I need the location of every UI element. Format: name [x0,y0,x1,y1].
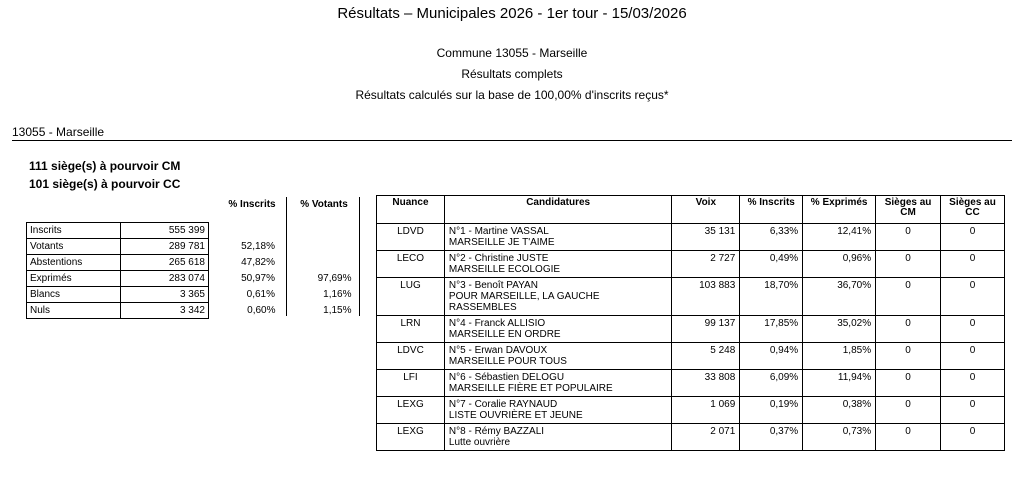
summary-table [26,222,355,319]
candidate-sieges-cc: 0 [941,278,1005,316]
candidate-row [377,316,1005,343]
candidate-sieges-cc: 0 [941,397,1005,424]
candidate-list-name: MARSEILLE FIÈRE ET POPULAIRE [448,383,613,394]
candidate-voix: 5 248 [672,343,740,370]
candidate-pct-exprimes: 36,70% [803,278,876,316]
summary-pct-inscrits: 0,60% [247,304,276,316]
summary-label: Nuls [27,303,121,319]
candidate-name: N°4 - Franck ALLISIO [448,318,546,329]
summary-label: Abstentions [27,255,121,271]
candidate-sieges-cc: 0 [941,224,1005,251]
candidate-nuance: LEXG [377,397,445,424]
summary-pct-votants [282,239,355,255]
candidate-voix: 2 727 [672,251,740,278]
candidate-row [377,343,1005,370]
candidate-candidature [444,397,672,424]
candidate-candidature [444,343,672,370]
candidate-row [377,370,1005,397]
candidate-sieges-cm: 0 [876,370,941,397]
candidate-row [377,278,1005,316]
candidate-voix: 1 069 [672,397,740,424]
calculation-basis: Résultats calculés sur la base de 100,00% d'inscrits reçus* [355,88,669,102]
candidate-pct-exprimes: 11,94% [803,370,876,397]
summary-value: 289 781 [121,239,209,255]
summary-pct-inscrits: 0,61% [246,288,275,300]
candidate-sieges-cc: 0 [941,251,1005,278]
summary-row [27,255,355,271]
candidate-sieges-cc: 0 [941,316,1005,343]
summary-label: Exprimés [27,271,121,287]
candidate-name: N°6 - Sébastien DELOGU [448,372,565,383]
summary-label: Votants [27,239,121,255]
summary-row [27,287,355,303]
candidate-row [377,224,1005,251]
candidate-nuance: LECO [377,251,445,278]
summary-value: 555 399 [121,223,209,239]
summary-row [27,303,355,319]
candidate-row [377,397,1005,424]
candidate-pct-inscrits: 0,94% [740,343,803,370]
candidate-voix: 35 131 [672,224,740,251]
summary-value: 3 365 [121,287,209,303]
summary-label: Inscrits [27,223,121,239]
candidate-sieges-cc: 0 [941,424,1005,451]
candidate-pct-inscrits: 0,37% [740,424,803,451]
header-nuance: Nuance [377,196,445,224]
candidate-list-name: MARSEILLE POUR TOUS [448,356,567,367]
summary-pct-votants [282,223,355,239]
candidate-name: N°3 - Benoît PAYAN [448,280,538,291]
summary-row [27,223,355,239]
candidate-candidature [444,316,672,343]
candidate-candidature [444,224,672,251]
candidate-voix: 103 883 [672,278,740,316]
candidate-candidature [444,251,672,278]
candidate-pct-inscrits: 6,33% [740,224,803,251]
candidate-sieges-cm: 0 [876,316,941,343]
header-candidatures: Candidatures [444,196,672,224]
candidate-row [377,424,1005,451]
candidate-list-name: MARSEILLE EN ORDRE [448,329,561,340]
candidate-pct-exprimes: 0,73% [803,424,876,451]
candidate-pct-exprimes: 35,02% [803,316,876,343]
candidate-sieges-cm: 0 [876,424,941,451]
candidate-list-name: Lutte ouvrière [448,437,511,448]
summary-divider [359,197,360,316]
candidate-list-name: POUR MARSEILLE, LA GAUCHE RASSEMBLES [448,291,600,313]
summary-pct-inscrits: 52,18% [241,240,275,252]
candidate-candidature [444,370,672,397]
candidate-sieges-cc: 0 [941,370,1005,397]
candidate-voix: 33 808 [672,370,740,397]
completeness-status: Résultats complets [461,67,563,81]
candidate-sieges-cc: 0 [941,343,1005,370]
candidate-sieges-cm: 0 [876,343,941,370]
candidate-nuance: LDVD [377,224,445,251]
summary-value: 3 342 [121,303,209,319]
candidate-candidature [444,424,672,451]
candidate-pct-inscrits: 0,49% [740,251,803,278]
candidate-voix: 2 071 [672,424,740,451]
candidate-row [377,251,1005,278]
summary-value: 283 074 [121,271,209,287]
candidate-voix: 99 137 [672,316,740,343]
summary-pct-inscrits: 50,97% [241,272,275,284]
candidate-list-name: MARSEILLE JE T'AIME [448,237,555,248]
summary-header-pct-votants: % Votants [300,199,348,210]
candidate-pct-inscrits: 17,85% [740,316,803,343]
candidate-pct-exprimes: 12,41% [803,224,876,251]
candidate-list-name: LISTE OUVRIÈRE ET JEUNE [448,410,583,421]
candidate-pct-exprimes: 0,38% [803,397,876,424]
commune-heading: Commune 13055 - Marseille [436,46,588,60]
header-voix: Voix [672,196,740,224]
commune-section-header: 13055 - Marseille [12,125,1012,141]
candidate-name: N°5 - Erwan DAVOUX [448,345,548,356]
page-title: Résultats – Municipales 2026 - 1er tour - 15/03/2026 [337,5,687,22]
candidate-name: N°1 - Martine VASSAL [448,226,549,237]
candidates-table [376,195,1005,451]
summary-row [27,239,355,255]
candidate-sieges-cm: 0 [876,397,941,424]
summary-value: 265 618 [121,255,209,271]
candidate-sieges-cm: 0 [876,251,941,278]
header-pct-inscrits: % Inscrits [740,196,803,224]
summary-pct-votants: 97,69% [317,272,352,284]
candidate-name: N°7 - Coralie RAYNAUD [448,399,558,410]
candidate-nuance: LEXG [377,424,445,451]
candidate-pct-inscrits: 18,70% [740,278,803,316]
candidate-name: N°8 - Rémy BAZZALI [448,426,545,437]
summary-pct-votants [282,255,355,271]
header-sieges-cm: Sièges au CM [876,196,941,224]
candidate-pct-exprimes: 0,96% [803,251,876,278]
candidate-sieges-cm: 0 [876,224,941,251]
seats-cm: 111 siège(s) à pourvoir CM [29,159,181,173]
candidate-pct-inscrits: 0,19% [740,397,803,424]
candidates-header-row [377,196,1005,224]
candidate-sieges-cm: 0 [876,278,941,316]
summary-pct-inscrits: 47,82% [241,256,275,268]
seats-cc: 101 siège(s) à pourvoir CC [29,177,181,191]
header-sieges-cc: Sièges au CC [941,196,1005,224]
candidate-pct-inscrits: 6,09% [740,370,803,397]
candidate-nuance: LFI [377,370,445,397]
summary-pct-votants: 1,15% [323,304,352,316]
header-pct-exprimes: % Exprimés [803,196,876,224]
candidate-nuance: LUG [377,278,445,316]
candidate-list-name: MARSEILLE ECOLOGIE [448,264,561,275]
candidate-candidature [444,278,672,316]
summary-header-pct-inscrits: % Inscrits [228,199,276,210]
candidate-pct-exprimes: 1,85% [803,343,876,370]
summary-pct-inscrits [209,223,282,239]
candidate-nuance: LDVC [377,343,445,370]
summary-row [27,271,355,287]
summary-label: Blancs [27,287,121,303]
candidate-nuance: LRN [377,316,445,343]
summary-pct-votants: 1,16% [323,288,352,300]
candidate-name: N°2 - Christine JUSTE [448,253,549,264]
